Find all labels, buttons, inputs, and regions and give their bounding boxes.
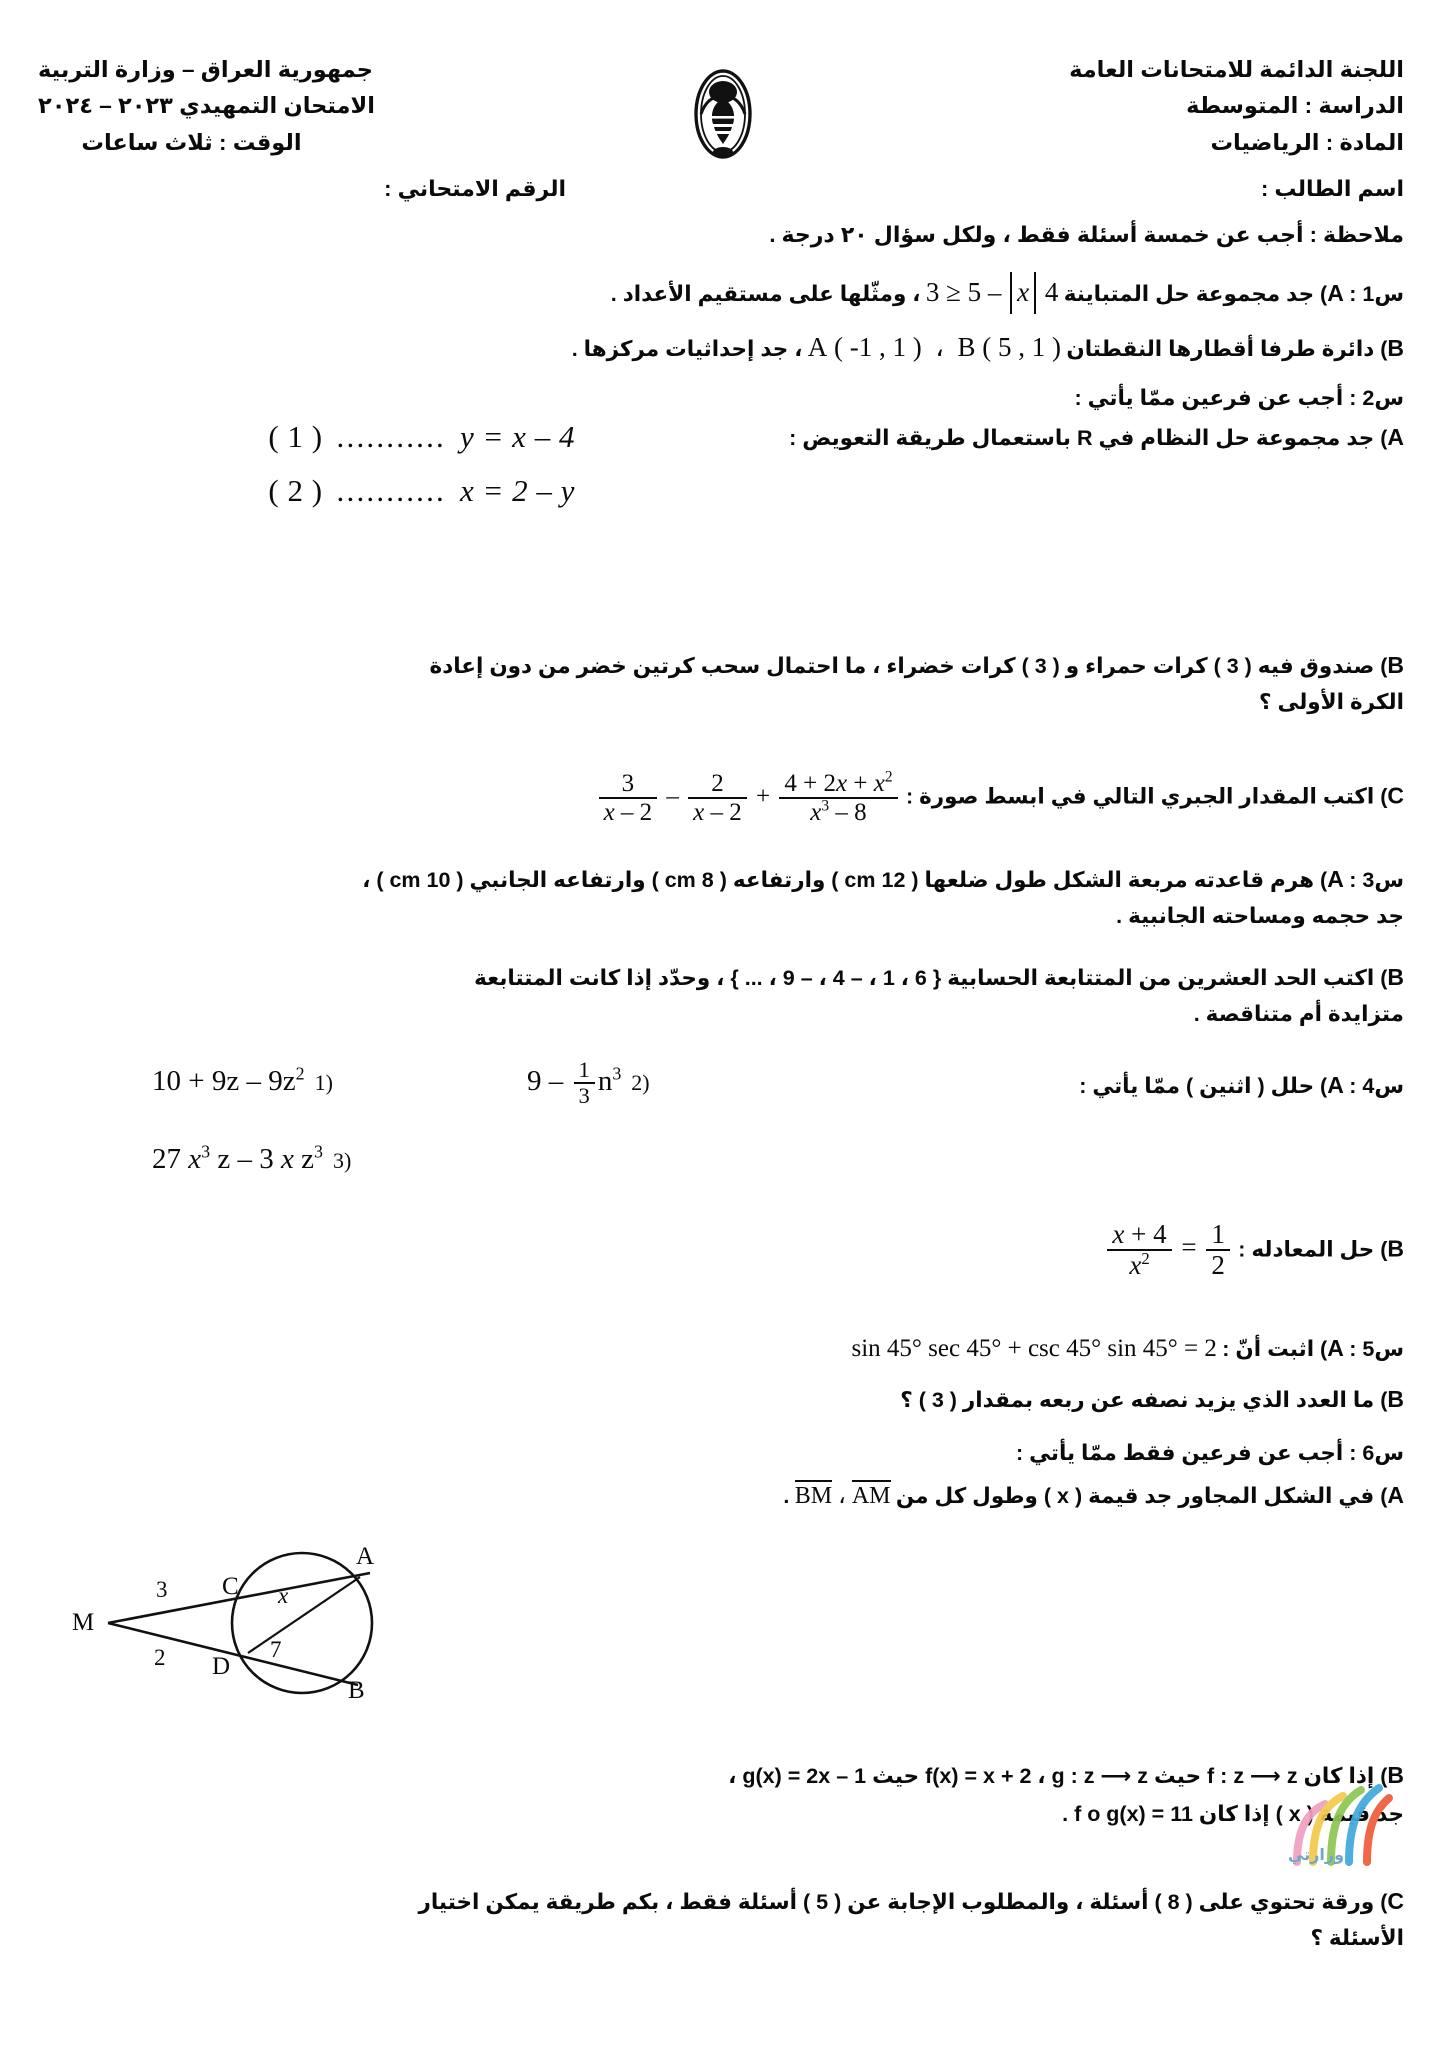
q2a-dots-1: ...........	[336, 419, 446, 454]
branch-letter-a: A	[1327, 1335, 1344, 1361]
q4a-item-3	[152, 1143, 351, 1176]
branch-letter-c: C	[1387, 1888, 1404, 1914]
q6b-line1: ) إذا كان f : z ⟶ z حيث f(x) = x + 2 ، g : z ⟶ z حيث g(x) = 2x – 1 ،	[728, 1764, 1388, 1788]
q4a-item-1-number: 1)	[314, 1070, 333, 1095]
circle-secants-diagram	[70, 1525, 440, 1725]
q4a-item-3-expression: 27 $x^3$ z – 3 x $z^3$	[152, 1141, 323, 1175]
q6a-segments: BM ، AM	[795, 1483, 891, 1509]
branch-letter-a: A	[1387, 424, 1404, 450]
study-stage-line: الدراسة : المتوسطة	[1186, 93, 1404, 119]
q6a-text-after: .	[783, 1484, 790, 1508]
subject-line: المادة : الرياضيات	[1210, 129, 1404, 155]
question-6-branch-c	[34, 1884, 1404, 1955]
q2c-text: ) اكتب المقدار الجبري التالي في ابسط صورة :	[905, 784, 1388, 809]
branch-letter-a: A	[1327, 280, 1344, 306]
branch-letter-c: C	[1387, 782, 1404, 809]
q2a-system	[130, 412, 650, 516]
committee-line: اللجنة الدائمة للامتحانات العامة	[1069, 57, 1404, 82]
q6b-line2: جد قيمة ( x ) إذا كان f o g(x) = 11 .	[1062, 1801, 1404, 1826]
exam-year-line: الامتحان التمهيدي ٢٠٢٣ – ٢٠٢٤	[38, 93, 375, 119]
question-1-label: س1 :	[1349, 282, 1404, 306]
question-4-branch-b	[34, 1220, 1404, 1280]
figure-length-mc: 3	[156, 1577, 168, 1602]
question-1-branch-b	[44, 327, 1404, 369]
duration-line: الوقت : ثلاث ساعات	[81, 129, 302, 155]
branch-letter-b: B	[1387, 1762, 1404, 1788]
segment-bm: BM	[795, 1480, 832, 1510]
q4a-item-2	[527, 1058, 650, 1109]
segment-am: AM	[852, 1480, 891, 1510]
question-6-branch-b	[34, 1758, 1404, 1831]
student-name-label: اسم الطالب :	[1260, 176, 1404, 201]
question-3-label: س3 :	[1349, 868, 1404, 892]
figure-point-d: D	[212, 1653, 231, 1680]
circle-secants-svg	[70, 1525, 440, 1725]
question-3-branch-a	[34, 862, 1404, 933]
figure-length-x: x	[278, 1583, 289, 1608]
q3b-line1: ) اكتب الحد العشرين من المتتابعة الحسابية { 6 ، 1 ، – 4 ، – 9 ، ... } ، وحدّد إذا كانت المتتابعة	[474, 966, 1388, 990]
q4b-text: ) حل المعادله :	[1238, 1237, 1388, 1262]
figure-point-m: M	[72, 1609, 95, 1636]
iraq-emblem-icon	[683, 68, 763, 160]
q5a-identity: sin 45° sec 45° + csc 45° sin 45° = 2	[851, 1335, 1217, 1362]
q3b-line2: متزايدة أم متناقصة .	[1193, 1001, 1404, 1026]
q4a-text: ) حلل ( اثنين ) ممّا يأتي :	[1079, 1074, 1328, 1098]
q4a-item-2-expression: 9 – $\frac{1}{3}$ $n^3$	[527, 1057, 622, 1109]
header-right-block	[1069, 52, 1404, 161]
q4a-item-1-expression: $10 + 9z - 9z^2$	[152, 1063, 305, 1097]
question-3-branch-b	[34, 960, 1404, 1031]
question-5-branch-b	[34, 1382, 1404, 1418]
q3a-line2: جد حجمه ومساحته الجانبية .	[1116, 903, 1404, 928]
question-2-label-row	[44, 382, 1404, 415]
branch-letter-a: A	[1387, 1482, 1404, 1508]
figure-point-b: B	[348, 1677, 365, 1704]
branch-letter-b: B	[1387, 652, 1404, 678]
question-2-branch-b	[34, 648, 1404, 719]
question-6-branch-a	[34, 1478, 1404, 1515]
figure-point-c: C	[222, 1573, 239, 1600]
exam-number-label: الرقم الامتحاني :	[384, 176, 566, 201]
q2b-line2: الكرة الأولى ؟	[1259, 689, 1404, 714]
q1b-text-after: ، جد إحداثيات مركزها .	[571, 337, 803, 361]
question-1-branch-a	[44, 272, 1404, 314]
question-5-branch-a	[34, 1330, 1404, 1369]
figure-point-a: A	[356, 1543, 375, 1570]
q2a-equation-2-number: ( 2 )	[268, 473, 323, 509]
q5b-text: ) ما العدد الذي يزيد نصفه عن ربعه بمقدار ( 3 ) ؟	[900, 1388, 1388, 1412]
branch-letter-b: B	[1387, 1235, 1404, 1262]
branch-letter-b: B	[1387, 964, 1404, 990]
country-ministry-line: جمهورية العراق – وزارة التربية	[38, 57, 374, 82]
q1a-inequality: 3 ≥ 5 – x 4	[926, 277, 1059, 307]
question-2-branch-c	[34, 770, 1404, 826]
q1a-text-before: ) جد مجموعة حل المتباينة	[1063, 282, 1328, 306]
branch-letter-a: A	[1327, 1072, 1344, 1098]
q4a-item-2-number: 2)	[631, 1070, 650, 1096]
question-6-label: س6 : أجب عن فرعين فقط ممّا يأتي :	[1015, 1441, 1404, 1465]
q1b-text-before: ) دائرة طرفا أقطارها النقطتان	[1066, 337, 1388, 361]
q4a-item-3-number: 3)	[332, 1148, 352, 1173]
q2a-equation-1-number: ( 1 )	[268, 419, 323, 454]
q2a-dots-2: ...........	[336, 473, 446, 509]
question-5-label: س5 :	[1349, 1337, 1404, 1361]
q3a-line1: ) هرم قاعدته مربعة الشكل طول ضلعها ( 12 cm ) وارتفاعه ( 8 cm ) وارتفاعه الجانبي ( 10 cm ) ،	[362, 868, 1328, 892]
q6a-text-before: ) في الشكل المجاور جد قيمة ( x ) وطول كل من	[895, 1484, 1388, 1508]
q1a-text-after: ، ومثّلها على مستقيم الأعداد .	[610, 282, 921, 306]
header-left-block	[38, 52, 375, 161]
q4b-equation: $\frac{x + 4}{x^2}$ = $\frac{1}{2}$	[1104, 1232, 1232, 1262]
branch-letter-b: B	[1387, 335, 1404, 361]
exam-note: ملاحظة : أجب عن خمسة أسئلة فقط ، ولكل سؤال ٢٠ درجة .	[769, 222, 1404, 247]
q1b-points: A ( -1 , 1 ) ، B ( 5 , 1 )	[807, 332, 1061, 362]
watermark-text: وزارتي	[1288, 1847, 1345, 1864]
q4a-item-1	[152, 1065, 333, 1098]
question-6-label-row	[34, 1437, 1404, 1470]
q5a-text: ) اثبت أنّ :	[1222, 1337, 1328, 1361]
question-2-label: س2 : أجب عن فرعين ممّا يأتي :	[1074, 386, 1404, 410]
q6c-line1: ) ورقة تحتوي على ( 8 ) أسئلة ، والمطلوب الإجابة عن ( 5 ) أسئلة فقط ، بكم طريقة يمكن اختيار	[418, 1890, 1388, 1914]
q6c-line2: الأسئلة ؟	[1310, 1925, 1404, 1950]
branch-letter-b: B	[1387, 1386, 1404, 1412]
q2a-equation-2: x = 2 – y	[460, 473, 575, 509]
q2a-equation-1: y = x – 4	[460, 419, 575, 454]
q2c-expression: $\frac{3}{x - 2}$ – $\frac{2}{x - 2}$ + $\frac{4 + 2x + x^2}{x^3 - 8}$	[596, 783, 901, 810]
question-4-label: س4 :	[1349, 1074, 1404, 1098]
q2b-line1: ) صندوق فيه ( 3 ) كرات حمراء و ( 3 ) كرات خضراء ، ما احتمال سحب كرتين خضر من دون إعادة	[429, 654, 1388, 678]
q2a-text: ) جد مجموعة حل النظام في R باستعمال طريقة التعويض :	[789, 426, 1388, 450]
figure-length-db: 7	[270, 1637, 282, 1662]
figure-length-md: 2	[154, 1645, 166, 1670]
branch-letter-a: A	[1327, 866, 1344, 892]
